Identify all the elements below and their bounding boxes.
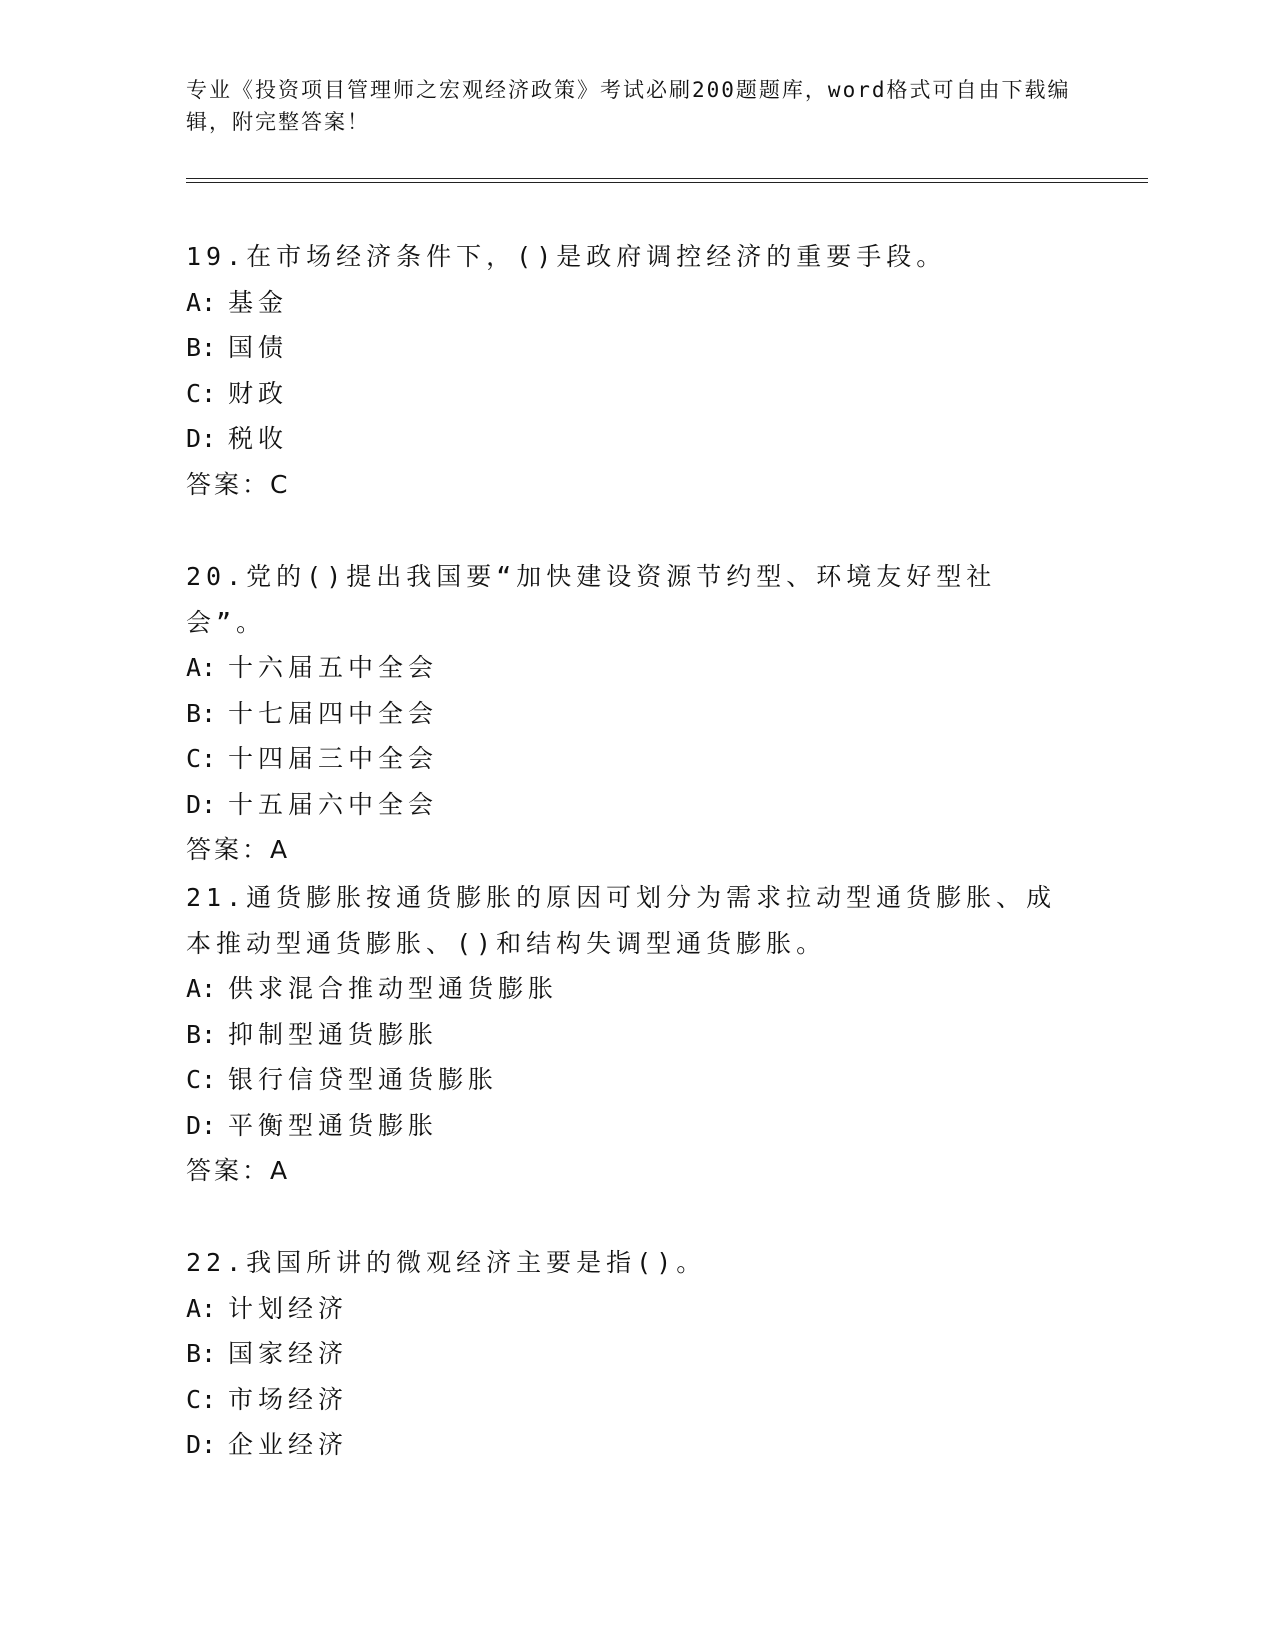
option-key: D:	[186, 424, 217, 453]
option-text: 平衡型通货膨胀	[228, 1110, 439, 1140]
option-key: D:	[186, 789, 217, 819]
option-key: C:	[186, 1384, 217, 1414]
answer: 答案：A	[186, 1156, 291, 1185]
option-d	[186, 1422, 1086, 1468]
option-key: B:	[186, 333, 217, 362]
option-key: B:	[186, 698, 217, 728]
option-c	[186, 371, 1086, 417]
question-stem: 22.我国所讲的微观经济主要是指()。	[186, 1248, 707, 1277]
answer: 答案：A	[186, 835, 291, 864]
option-b	[186, 1012, 1086, 1058]
option-d	[186, 782, 1086, 828]
option-key: C:	[186, 378, 217, 408]
option-text: 十五届六中全会	[228, 789, 439, 819]
option-a	[186, 966, 1086, 1012]
question-20	[186, 554, 1086, 873]
option-text: 国家经济	[228, 1339, 349, 1368]
option-b	[186, 691, 1086, 737]
option-key: D:	[186, 1430, 217, 1459]
document-intro: 专业《投资项目管理师之宏观经济政策》考试必刷200题题库，word格式可自由下载编辑，附完整答案！	[186, 78, 1071, 134]
question-19	[186, 234, 1086, 507]
option-text: 企业经济	[228, 1430, 349, 1459]
option-text: 税收	[228, 424, 289, 453]
option-key: A:	[186, 1293, 217, 1323]
option-key: B:	[186, 1339, 217, 1368]
option-c	[186, 1057, 1086, 1103]
option-text: 基金	[228, 287, 289, 317]
option-d	[186, 1103, 1086, 1149]
option-b	[186, 1331, 1086, 1377]
option-text: 十四届三中全会	[228, 744, 439, 773]
option-b	[186, 325, 1086, 371]
option-text: 银行信贷型通货膨胀	[228, 1065, 499, 1094]
option-text: 抑制型通货膨胀	[228, 1019, 439, 1049]
option-text: 十七届四中全会	[228, 698, 439, 728]
option-a	[186, 280, 1086, 326]
option-key: C:	[186, 744, 217, 773]
option-text: 十六届五中全会	[228, 653, 439, 682]
option-a	[186, 645, 1086, 691]
header-divider-top	[186, 178, 1148, 179]
option-text: 供求混合推动型通货膨胀	[228, 974, 559, 1003]
option-a	[186, 1286, 1086, 1332]
question-21	[186, 875, 1086, 1194]
option-text: 国债	[228, 333, 289, 362]
option-c	[186, 1377, 1086, 1423]
option-key: B:	[186, 1019, 217, 1049]
option-text: 计划经济	[228, 1293, 349, 1323]
header-divider-bottom	[186, 182, 1148, 183]
option-text: 市场经济	[228, 1384, 349, 1414]
option-key: D:	[186, 1110, 217, 1140]
option-text: 财政	[228, 378, 289, 408]
answer: 答案：C	[186, 469, 291, 499]
question-22	[186, 1240, 1086, 1468]
option-key: A:	[186, 653, 217, 682]
option-d	[186, 416, 1086, 462]
question-stem: 19.在市场经济条件下，()是政府调控经济的重要手段。	[186, 242, 947, 271]
question-stem: 20.党的()提出我国要“加快建设资源节约型、环境友好型社会”。	[186, 562, 997, 637]
question-stem: 21.通货膨胀按通货膨胀的原因可划分为需求拉动型通货膨胀、成本推动型通货膨胀、()和结构失调型通货膨胀。	[186, 883, 1057, 958]
option-key: C:	[186, 1065, 217, 1094]
option-key: A:	[186, 974, 217, 1003]
option-c	[186, 736, 1086, 782]
option-key: A:	[186, 287, 217, 317]
